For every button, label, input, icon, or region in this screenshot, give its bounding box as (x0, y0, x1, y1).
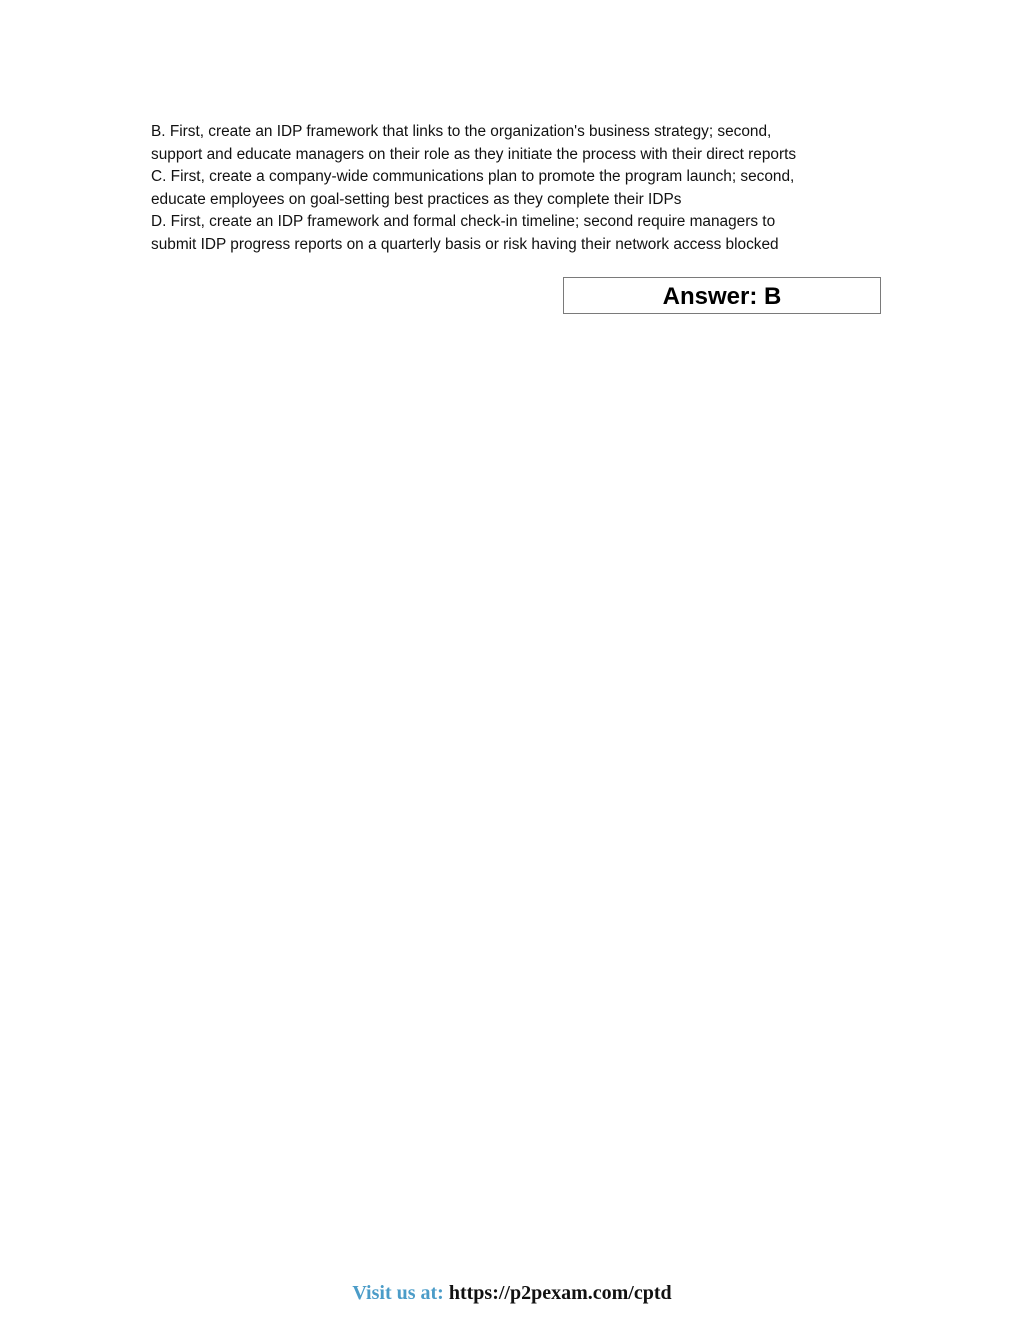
answer-box (563, 277, 881, 314)
footer-link[interactable]: https://p2pexam.com/cptd (448, 1282, 672, 1304)
option-c-line-2: educate employees on goal-setting best practices as they complete their IDPs (151, 190, 682, 208)
option-b-line-2: support and educate managers on their role as they initiate the process with their direct reports (151, 145, 797, 163)
page-footer (0, 1280, 1024, 1306)
option-b-line-1: B. First, create an IDP framework that links to the organization's business strategy; second, (151, 123, 772, 140)
answer-options (151, 121, 911, 256)
option-d-line-1: D. First, create an IDP framework and formal check-in timeline; second require managers to (151, 213, 776, 230)
option-c-line-1: C. First, create a company-wide communications plan to promote the program launch; second, (151, 168, 795, 185)
answer-label: Answer: B (662, 283, 782, 310)
footer-label: Visit us at: (352, 1282, 444, 1304)
option-d-line-2: submit IDP progress reports on a quarterly basis or risk having their network access blocked (151, 235, 779, 253)
